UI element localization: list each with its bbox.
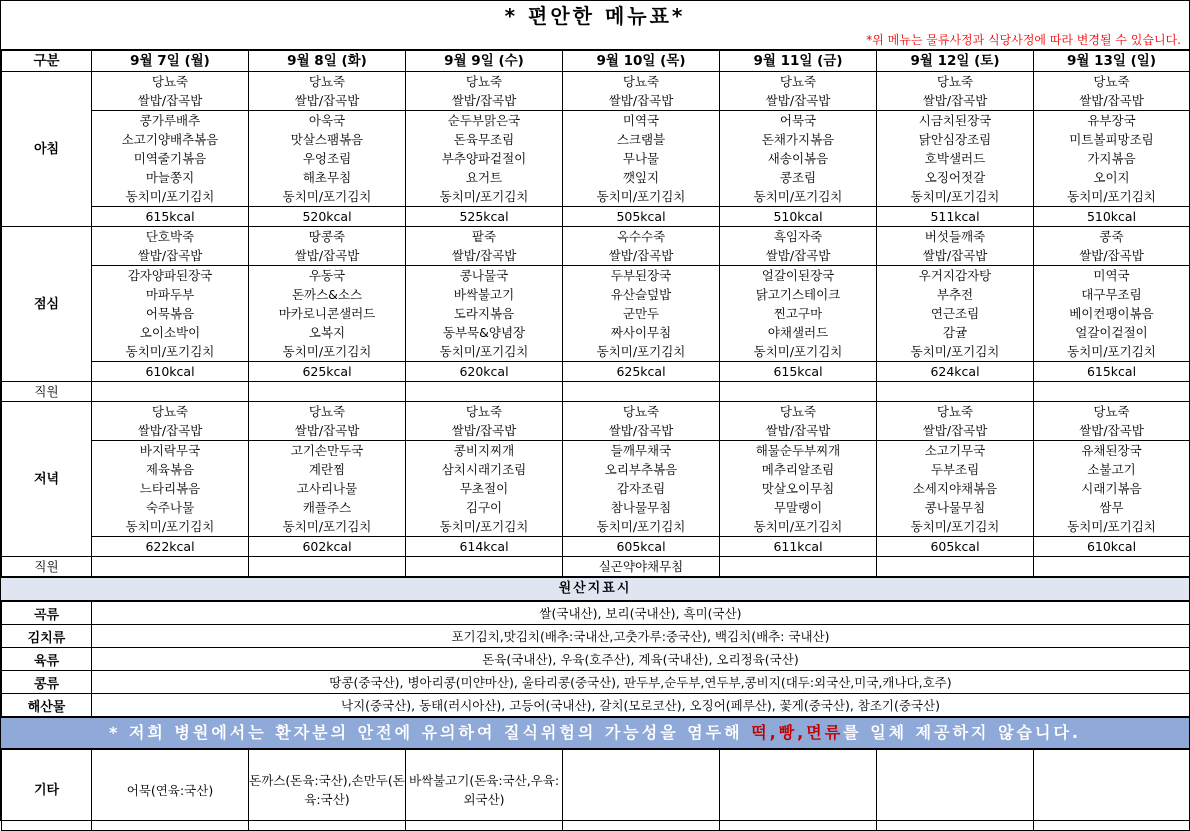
day-header: 9월 11일 (금) — [720, 51, 877, 72]
dish-cell: 감귤 — [877, 323, 1034, 342]
etc-cell: 어묵(연육:국산) — [92, 750, 249, 831]
dish-cell: 무초절이 — [406, 479, 563, 498]
table-row — [2, 421, 1190, 441]
porridge-cell: 버섯들깨죽 — [877, 227, 1034, 247]
table-row — [2, 72, 1190, 92]
origin-text: 땅콩(중국산), 병아리콩(미얀마산), 울타리콩(중국산), 판두부,순두부,연두부,콩비지(대두:외국산,미국,캐나다,호주) — [92, 671, 1190, 694]
dish-cell: 부추전 — [877, 285, 1034, 304]
meal-label-lunch: 점심 — [2, 227, 92, 382]
rice-cell: 쌀밥/잡곡밥 — [406, 421, 563, 441]
dish-cell: 우거지감자탕 — [877, 266, 1034, 286]
table-row — [2, 479, 1190, 498]
porridge-cell: 옥수수죽 — [563, 227, 720, 247]
division-header: 구분 — [2, 51, 92, 72]
table-row — [2, 517, 1190, 537]
porridge-cell: 당뇨죽 — [720, 72, 877, 92]
staff-cell — [1034, 557, 1190, 577]
dish-cell: 동치미/포기김치 — [563, 342, 720, 362]
dish-cell: 미트볼피망조림 — [1034, 130, 1190, 149]
dish-cell: 김구이 — [406, 498, 563, 517]
origin-text: 포기김치,맛김치(배추:국내산,고춧가루:중국산), 백김치(배추: 국내산) — [92, 625, 1190, 648]
porridge-cell: 당뇨죽 — [406, 402, 563, 422]
staff-cell — [92, 382, 249, 402]
dish-cell: 소고기무국 — [877, 441, 1034, 461]
rice-cell: 쌀밥/잡곡밥 — [1034, 421, 1190, 441]
porridge-cell: 당뇨죽 — [563, 72, 720, 92]
banner-text-before: * 저희 병원에서는 환자분의 안전에 유의하여 질식위험의 가능성을 염두해 — [109, 723, 752, 742]
staff-label: 직원 — [2, 382, 92, 402]
kcal-cell: 605kcal — [877, 537, 1034, 557]
etc-cell — [720, 750, 877, 831]
rice-cell: 쌀밥/잡곡밥 — [92, 246, 249, 266]
dish-cell: 우동국 — [249, 266, 406, 286]
dish-cell: 소불고기 — [1034, 460, 1190, 479]
dish-cell: 도라지볶음 — [406, 304, 563, 323]
table-row — [2, 498, 1190, 517]
kcal-cell: 620kcal — [406, 362, 563, 382]
meal-label-dinner: 저녁 — [2, 402, 92, 557]
dish-cell: 동치미/포기김치 — [1034, 517, 1190, 537]
kcal-cell: 615kcal — [1034, 362, 1190, 382]
table-row — [2, 246, 1190, 266]
porridge-cell: 당뇨죽 — [249, 402, 406, 422]
staff-cell: 실곤약야채무침 — [563, 557, 720, 577]
porridge-cell: 팥죽 — [406, 227, 563, 247]
porridge-cell: 당뇨죽 — [92, 402, 249, 422]
staff-cell — [406, 557, 563, 577]
dish-cell: 소세지야채볶음 — [877, 479, 1034, 498]
kcal-cell: 624kcal — [877, 362, 1034, 382]
table-row — [2, 537, 1190, 557]
table-row — [2, 285, 1190, 304]
etc-table — [1, 749, 1190, 831]
staff-cell — [249, 557, 406, 577]
dish-cell: 동치미/포기김치 — [877, 187, 1034, 207]
dish-cell: 숙주나물 — [92, 498, 249, 517]
dish-cell: 바지락무국 — [92, 441, 249, 461]
dish-cell: 돈육무조림 — [406, 130, 563, 149]
safety-banner — [1, 717, 1189, 749]
dish-cell: 오이지 — [1034, 168, 1190, 187]
staff-cell — [92, 557, 249, 577]
change-notice: *위 메뉴는 물류사정과 식당사정에 따라 변경될 수 있습니다. — [1, 31, 1189, 50]
origin-text: 낙지(중국산), 동태(러시아산), 고등어(국내산), 갈치(모로코산), 오징어(페루산), 꽃게(중국산), 참조기(중국산) — [92, 694, 1190, 717]
rice-cell: 쌀밥/잡곡밥 — [563, 246, 720, 266]
staff-cell — [1034, 382, 1190, 402]
dish-cell: 호박샐러드 — [877, 149, 1034, 168]
dish-cell: 마카로니콘샐러드 — [249, 304, 406, 323]
porridge-cell: 흑임자죽 — [720, 227, 877, 247]
staff-cell — [877, 382, 1034, 402]
dish-cell: 무말랭이 — [720, 498, 877, 517]
meal-label-breakfast: 아침 — [2, 72, 92, 227]
rice-cell: 쌀밥/잡곡밥 — [1034, 91, 1190, 111]
porridge-cell: 당뇨죽 — [406, 72, 563, 92]
dish-cell: 대구무조림 — [1034, 285, 1190, 304]
staff-label: 직원 — [2, 557, 92, 577]
dish-cell: 스크램블 — [563, 130, 720, 149]
staff-cell — [249, 382, 406, 402]
table-row — [2, 382, 1190, 402]
kcal-cell: 615kcal — [720, 362, 877, 382]
rice-cell: 쌀밥/잡곡밥 — [877, 91, 1034, 111]
day-header: 9월 10일 (목) — [563, 51, 720, 72]
rice-cell: 쌀밥/잡곡밥 — [877, 246, 1034, 266]
dish-cell: 미역국 — [1034, 266, 1190, 286]
rice-cell: 쌀밥/잡곡밥 — [249, 91, 406, 111]
dish-cell: 바싹불고기 — [406, 285, 563, 304]
dish-cell: 짜사이무침 — [563, 323, 720, 342]
dish-cell: 부추양파겉절이 — [406, 149, 563, 168]
dish-cell: 느타리볶음 — [92, 479, 249, 498]
dish-cell: 감자양파된장국 — [92, 266, 249, 286]
banner-highlight: 떡,빵,면류 — [751, 723, 844, 742]
table-row — [2, 648, 1190, 671]
origin-label: 곡류 — [2, 602, 92, 625]
dish-cell: 연근조림 — [877, 304, 1034, 323]
table-row — [2, 694, 1190, 717]
dish-cell: 들깨무채국 — [563, 441, 720, 461]
dish-cell: 미역국 — [563, 111, 720, 131]
porridge-cell: 콩죽 — [1034, 227, 1190, 247]
staff-cell — [877, 557, 1034, 577]
table-row — [2, 51, 1190, 72]
dish-cell: 동치미/포기김치 — [249, 517, 406, 537]
dish-cell: 콩나물무침 — [877, 498, 1034, 517]
kcal-cell: 511kcal — [877, 207, 1034, 227]
table-row — [2, 304, 1190, 323]
table-row — [2, 266, 1190, 286]
dish-cell: 동치미/포기김치 — [563, 517, 720, 537]
table-row — [2, 227, 1190, 247]
dish-cell: 유채된장국 — [1034, 441, 1190, 461]
kcal-cell: 520kcal — [249, 207, 406, 227]
dish-cell: 돈채가지볶음 — [720, 130, 877, 149]
dish-cell: 제육볶음 — [92, 460, 249, 479]
etc-cell: 돈까스(돈육:국산),손만두(돈육:국산) — [249, 750, 406, 831]
etc-cell — [563, 750, 720, 831]
kcal-cell: 510kcal — [720, 207, 877, 227]
origin-label: 콩류 — [2, 671, 92, 694]
dish-cell: 동치미/포기김치 — [720, 342, 877, 362]
table-row — [2, 91, 1190, 111]
rice-cell: 쌀밥/잡곡밥 — [720, 91, 877, 111]
dish-cell: 어묵볶음 — [92, 304, 249, 323]
dish-cell: 찐고구마 — [720, 304, 877, 323]
dish-cell: 해초무침 — [249, 168, 406, 187]
rice-cell: 쌀밥/잡곡밥 — [1034, 246, 1190, 266]
dish-cell: 맛살오이무침 — [720, 479, 877, 498]
porridge-cell: 당뇨죽 — [92, 72, 249, 92]
table-row — [2, 602, 1190, 625]
dish-cell: 고기손만두국 — [249, 441, 406, 461]
origin-label: 김치류 — [2, 625, 92, 648]
table-row — [2, 168, 1190, 187]
dish-cell: 동치미/포기김치 — [406, 517, 563, 537]
porridge-cell: 당뇨죽 — [249, 72, 406, 92]
dish-cell: 오복지 — [249, 323, 406, 342]
dish-cell: 고사리나물 — [249, 479, 406, 498]
dish-cell: 캐플주스 — [249, 498, 406, 517]
dish-cell: 얼갈이겉절이 — [1034, 323, 1190, 342]
dish-cell: 콩비지찌개 — [406, 441, 563, 461]
dish-cell: 맛살스팸볶음 — [249, 130, 406, 149]
origin-label: 육류 — [2, 648, 92, 671]
kcal-cell: 625kcal — [249, 362, 406, 382]
rice-cell: 쌀밥/잡곡밥 — [249, 246, 406, 266]
staff-cell — [406, 382, 563, 402]
dish-cell: 오징어젓갈 — [877, 168, 1034, 187]
table-row — [2, 342, 1190, 362]
rice-cell: 쌀밥/잡곡밥 — [877, 421, 1034, 441]
kcal-cell: 625kcal — [563, 362, 720, 382]
dish-cell: 동치미/포기김치 — [92, 187, 249, 207]
dish-cell: 마늘쫑지 — [92, 168, 249, 187]
rice-cell: 쌀밥/잡곡밥 — [720, 246, 877, 266]
dish-cell: 두부조림 — [877, 460, 1034, 479]
dish-cell: 동치미/포기김치 — [92, 517, 249, 537]
porridge-cell: 당뇨죽 — [720, 402, 877, 422]
kcal-cell: 525kcal — [406, 207, 563, 227]
kcal-cell: 622kcal — [92, 537, 249, 557]
dish-cell: 군만두 — [563, 304, 720, 323]
dish-cell: 요거트 — [406, 168, 563, 187]
dish-cell: 동치미/포기김치 — [406, 187, 563, 207]
table-row — [2, 460, 1190, 479]
page-title: * 편안한 메뉴표* — [504, 4, 686, 28]
etc-cell — [877, 750, 1034, 831]
rice-cell: 쌀밥/잡곡밥 — [720, 421, 877, 441]
table-row — [2, 362, 1190, 382]
kcal-cell: 615kcal — [92, 207, 249, 227]
dish-cell: 오이소박이 — [92, 323, 249, 342]
etc-cell — [1034, 750, 1190, 831]
dish-cell: 유산슬덮밥 — [563, 285, 720, 304]
rice-cell: 쌀밥/잡곡밥 — [563, 421, 720, 441]
table-row — [2, 130, 1190, 149]
dish-cell: 동부묵&양념장 — [406, 323, 563, 342]
kcal-cell: 510kcal — [1034, 207, 1190, 227]
porridge-cell: 당뇨죽 — [877, 402, 1034, 422]
dish-cell: 새송이볶음 — [720, 149, 877, 168]
dish-cell: 콩나물국 — [406, 266, 563, 286]
kcal-cell: 610kcal — [92, 362, 249, 382]
table-row — [2, 207, 1190, 227]
rice-cell: 쌀밥/잡곡밥 — [563, 91, 720, 111]
dish-cell: 닭안심장조림 — [877, 130, 1034, 149]
dish-cell: 감자조림 — [563, 479, 720, 498]
rice-cell: 쌀밥/잡곡밥 — [406, 91, 563, 111]
dish-cell: 동치미/포기김치 — [249, 342, 406, 362]
etc-cell: 바싹불고기(돈육:국산,우육:외국산) — [406, 750, 563, 831]
table-row — [2, 671, 1190, 694]
dish-cell: 깻잎지 — [563, 168, 720, 187]
dish-cell: 콩가루배추 — [92, 111, 249, 131]
porridge-cell: 당뇨죽 — [1034, 72, 1190, 92]
dish-cell: 해물순두부찌개 — [720, 441, 877, 461]
day-header: 9월 8일 (화) — [249, 51, 406, 72]
dish-cell: 동치미/포기김치 — [877, 517, 1034, 537]
dish-cell: 콩조림 — [720, 168, 877, 187]
table-row — [2, 149, 1190, 168]
table-row — [2, 111, 1190, 131]
rice-cell: 쌀밥/잡곡밥 — [406, 246, 563, 266]
porridge-cell: 당뇨죽 — [877, 72, 1034, 92]
dish-cell: 어묵국 — [720, 111, 877, 131]
dish-cell: 가지볶음 — [1034, 149, 1190, 168]
table-row — [2, 557, 1190, 577]
dish-cell: 동치미/포기김치 — [92, 342, 249, 362]
dish-cell: 얼갈이된장국 — [720, 266, 877, 286]
table-row — [2, 441, 1190, 461]
origin-title: 원산지표시 — [1, 577, 1189, 601]
origin-table — [1, 601, 1190, 717]
dish-cell: 시래기볶음 — [1034, 479, 1190, 498]
dish-cell: 동치미/포기김치 — [563, 187, 720, 207]
dish-cell: 베이컨팽이볶음 — [1034, 304, 1190, 323]
dish-cell: 오리부추볶음 — [563, 460, 720, 479]
table-row — [2, 187, 1190, 207]
staff-cell — [720, 557, 877, 577]
day-header: 9월 12일 (토) — [877, 51, 1034, 72]
dish-cell: 소고기양배추볶음 — [92, 130, 249, 149]
day-header: 9월 9일 (수) — [406, 51, 563, 72]
kcal-cell: 614kcal — [406, 537, 563, 557]
dish-cell: 계란찜 — [249, 460, 406, 479]
dish-cell: 유부장국 — [1034, 111, 1190, 131]
dish-cell: 동치미/포기김치 — [720, 187, 877, 207]
etc-label: 기타 — [2, 750, 92, 831]
dish-cell: 시금치된장국 — [877, 111, 1034, 131]
dish-cell: 참나물무침 — [563, 498, 720, 517]
dish-cell: 동치미/포기김치 — [720, 517, 877, 537]
kcal-cell: 602kcal — [249, 537, 406, 557]
kcal-cell: 611kcal — [720, 537, 877, 557]
dish-cell: 쌈무 — [1034, 498, 1190, 517]
rice-cell: 쌀밥/잡곡밥 — [92, 421, 249, 441]
origin-text: 돈육(국내산), 우육(호주산), 계육(국내산), 오리정육(국산) — [92, 648, 1190, 671]
staff-cell — [720, 382, 877, 402]
origin-label: 해산물 — [2, 694, 92, 717]
rice-cell: 쌀밥/잡곡밥 — [249, 421, 406, 441]
rice-cell: 쌀밥/잡곡밥 — [92, 91, 249, 111]
origin-text: 쌀(국내산), 보리(국내산), 흑미(국산) — [92, 602, 1190, 625]
table-row — [2, 625, 1190, 648]
dish-cell: 메추리알조림 — [720, 460, 877, 479]
dish-cell: 무나물 — [563, 149, 720, 168]
dish-cell: 동치미/포기김치 — [249, 187, 406, 207]
dish-cell: 순두부맑은국 — [406, 111, 563, 131]
dish-cell: 삼치시래기조림 — [406, 460, 563, 479]
dish-cell: 미역줄기볶음 — [92, 149, 249, 168]
day-header: 9월 13일 (일) — [1034, 51, 1190, 72]
dish-cell: 우엉조림 — [249, 149, 406, 168]
dish-cell: 아욱국 — [249, 111, 406, 131]
porridge-cell: 당뇨죽 — [563, 402, 720, 422]
kcal-cell: 610kcal — [1034, 537, 1190, 557]
staff-cell — [563, 382, 720, 402]
day-header: 9월 7일 (월) — [92, 51, 249, 72]
kcal-cell: 505kcal — [563, 207, 720, 227]
dish-cell: 마파두부 — [92, 285, 249, 304]
dish-cell: 닭고기스테이크 — [720, 285, 877, 304]
banner-text-after: 를 일체 제공하지 않습니다. — [843, 723, 1081, 742]
porridge-cell: 당뇨죽 — [1034, 402, 1190, 422]
dish-cell: 동치미/포기김치 — [1034, 342, 1190, 362]
porridge-cell: 땅콩죽 — [249, 227, 406, 247]
dish-cell: 동치미/포기김치 — [1034, 187, 1190, 207]
dish-cell: 동치미/포기김치 — [406, 342, 563, 362]
dish-cell: 돈까스&소스 — [249, 285, 406, 304]
dish-cell: 두부된장국 — [563, 266, 720, 286]
table-row — [2, 750, 1190, 831]
menu-table — [1, 50, 1190, 577]
kcal-cell: 605kcal — [563, 537, 720, 557]
table-row — [2, 402, 1190, 422]
dish-cell: 야채샐러드 — [720, 323, 877, 342]
dish-cell: 동치미/포기김치 — [877, 342, 1034, 362]
table-row — [2, 323, 1190, 342]
porridge-cell: 단호박죽 — [92, 227, 249, 247]
